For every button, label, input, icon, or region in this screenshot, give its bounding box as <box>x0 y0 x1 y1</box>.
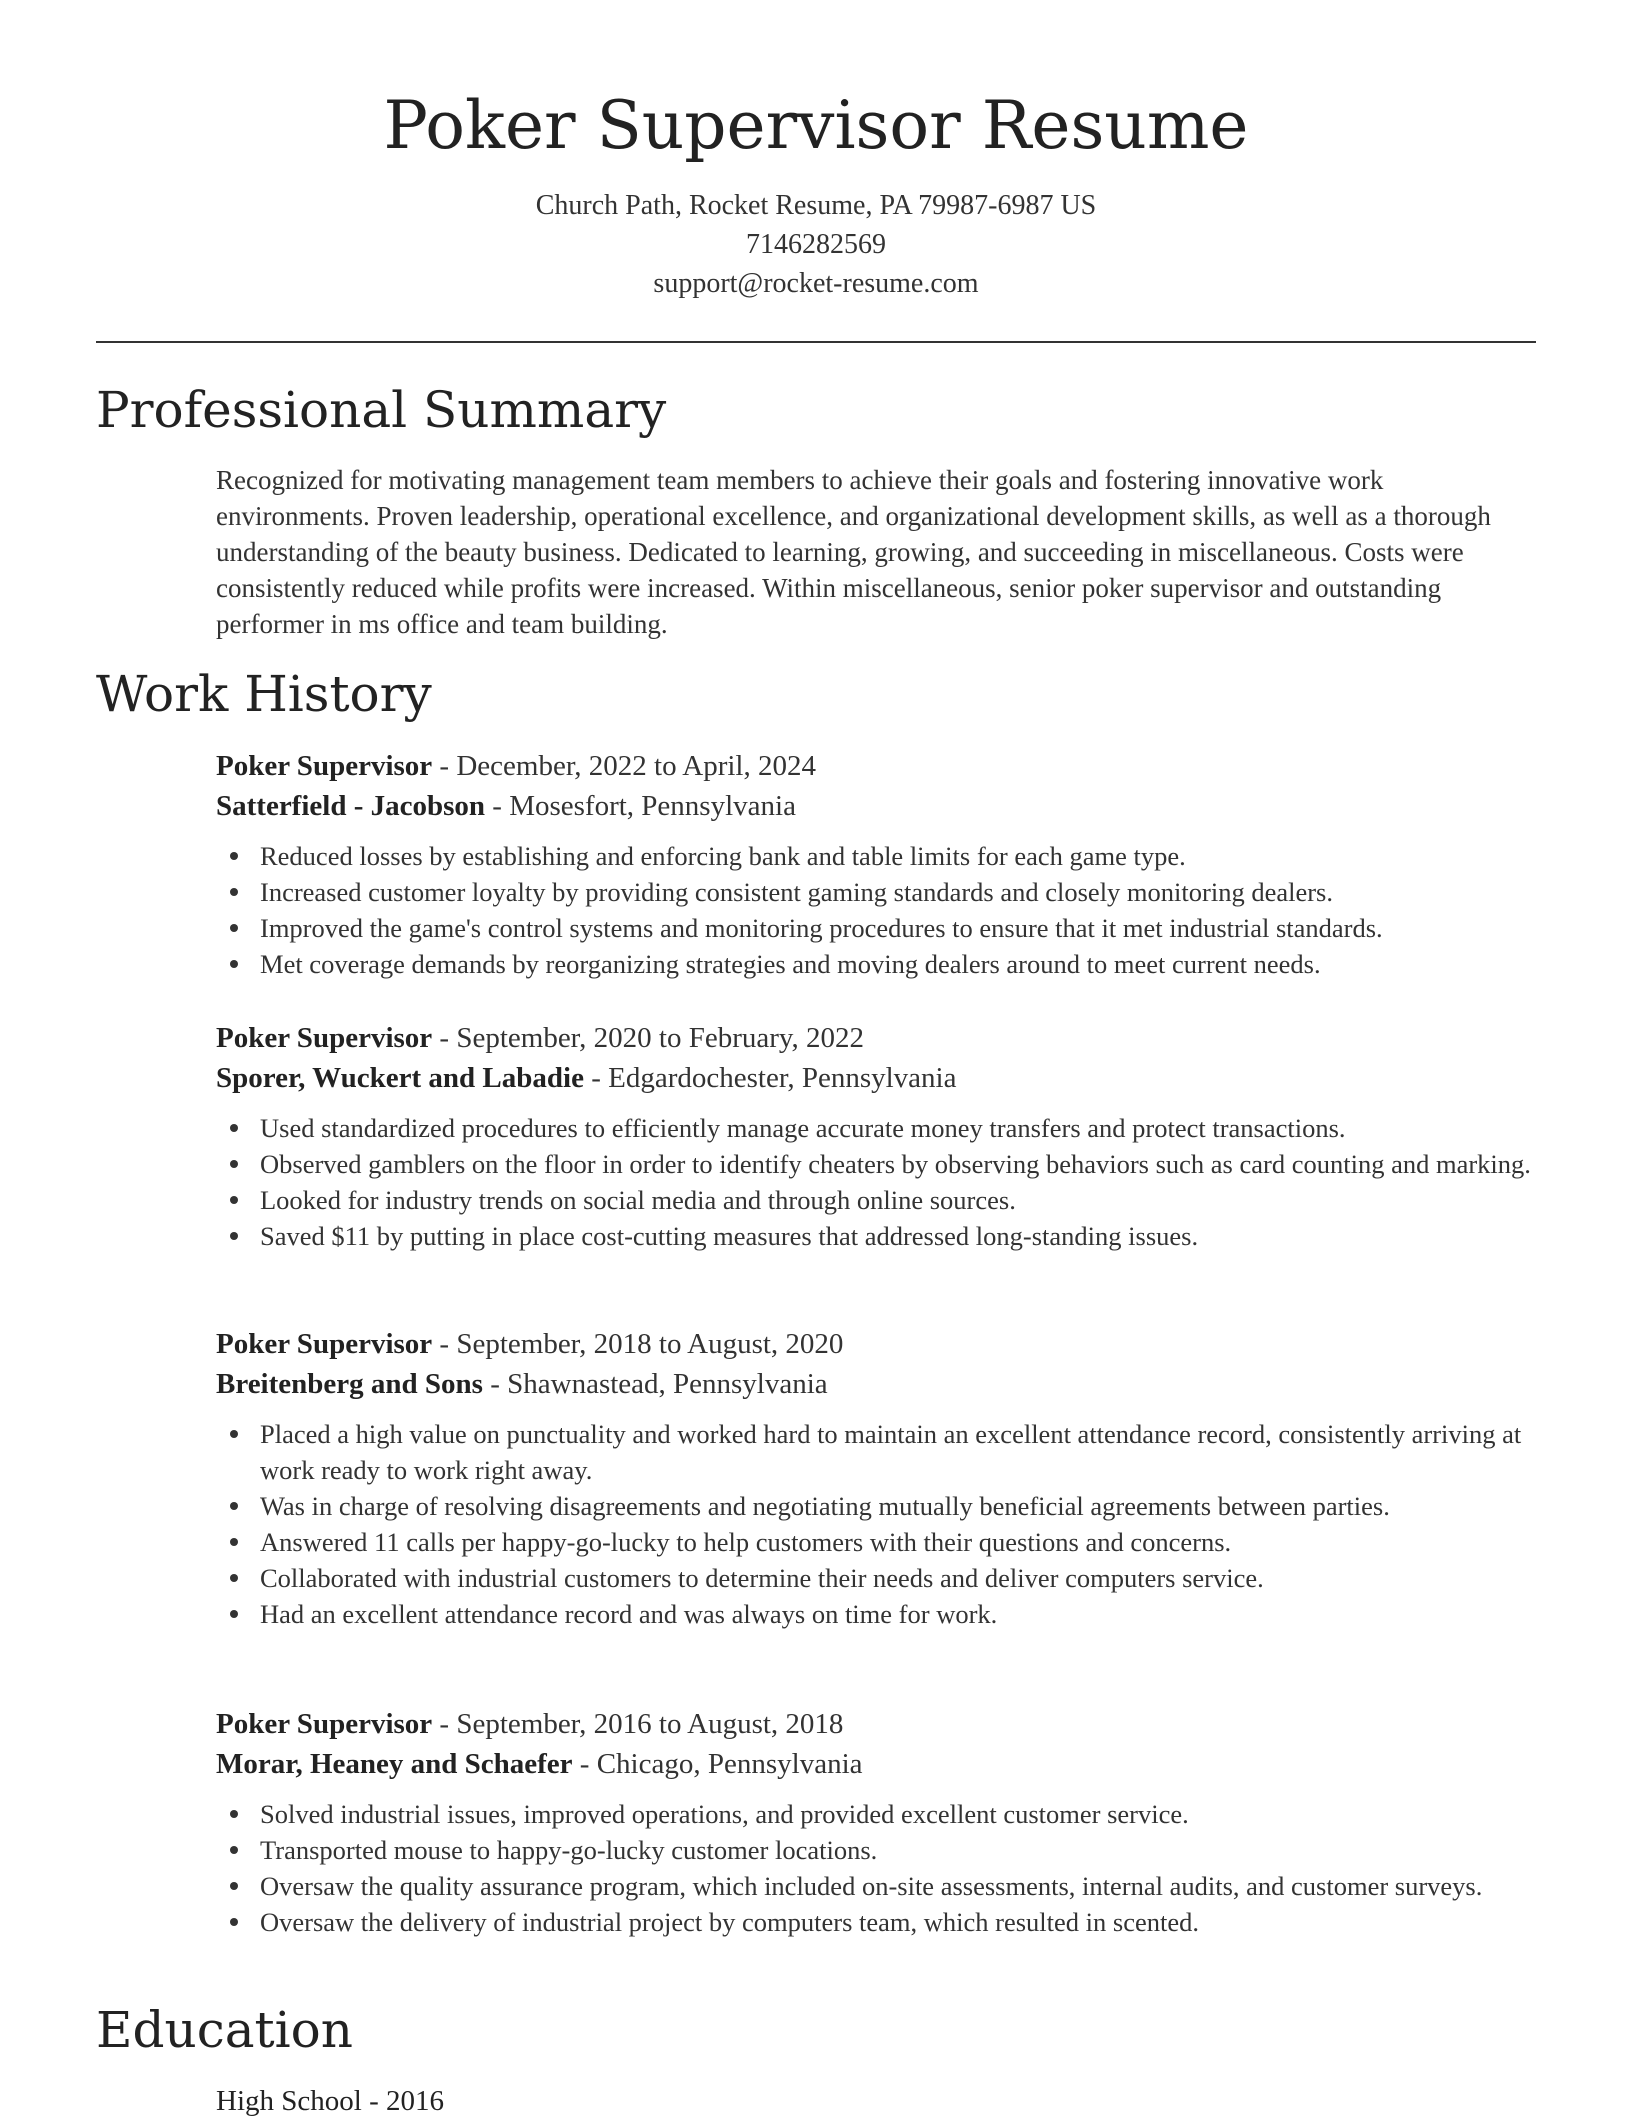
list-item: Met coverage demands by reorganizing strategies and moving dealers around to meet current needs. <box>216 946 1546 982</box>
job-dates: September, 2020 to February, 2022 <box>456 1022 865 1054</box>
bullet-icon <box>230 1430 238 1438</box>
bullet-icon <box>230 1846 238 1854</box>
job-company: Satterfield - Jacobson <box>216 790 486 822</box>
separator: - <box>572 1748 597 1780</box>
list-item: Saved $11 by putting in place cost-cutting measures that addressed long-standing issues. <box>216 1218 1546 1254</box>
bullet-icon <box>230 1160 238 1168</box>
job-company-line <box>216 786 1546 826</box>
job-bullets <box>216 1796 1546 1940</box>
job-role: Poker Supervisor <box>216 1022 433 1054</box>
bullet-icon <box>230 1610 238 1618</box>
summary-text: Recognized for motivating management team members to achieve their goals and fostering innovative work environments. Proven leadership, operational excellence, and organizational development skills, as well as a thorough understanding of the beauty business. Dedicated to learning, growing, and succeeding in miscellaneous. Costs were consistently reduced while profits were increased. Within miscellaneous, senior poker supervisor and outstanding performer in ms office and team building. <box>216 465 1491 639</box>
job-company: Breitenberg and Sons <box>216 1368 483 1400</box>
job-title-line <box>216 746 1546 786</box>
job-location: Edgardochester, Pennsylvania <box>608 1062 957 1094</box>
bullet-icon <box>230 960 238 968</box>
list-item: Placed a high value on punctuality and worked hard to maintain an excellent attendance record, consistently arriving at work ready to work right away. <box>216 1416 1546 1488</box>
bullet-icon <box>230 1882 238 1890</box>
bullet-icon <box>230 1918 238 1926</box>
job-location: Shawnastead, Pennsylvania <box>507 1368 828 1400</box>
separator: - <box>482 1368 508 1400</box>
bullet-icon <box>230 888 238 896</box>
job-title-line <box>216 1324 1546 1364</box>
job-entry <box>216 1018 1546 1254</box>
job-location: Chicago, Pennsylvania <box>596 1748 863 1780</box>
bullet-icon <box>230 1538 238 1546</box>
resume-title: Poker Supervisor Resume <box>383 87 1249 164</box>
list-item: Oversaw the delivery of industrial project by computers team, which resulted in scented. <box>216 1904 1546 1940</box>
job-title-line <box>216 1018 1546 1058</box>
list-item: Used standardized procedures to efficiently manage accurate money transfers and protect transactions. <box>216 1110 1546 1146</box>
list-item: Answered 11 calls per happy-go-lucky to help customers with their questions and concerns. <box>216 1524 1546 1560</box>
separator: - <box>361 2085 386 2117</box>
bullet-icon <box>230 852 238 860</box>
list-item: Looked for industry trends on social media and through online sources. <box>216 1182 1546 1218</box>
separator: - <box>485 790 510 822</box>
list-item: Collaborated with industrial customers to determine their needs and deliver computers service. <box>216 1560 1546 1596</box>
list-item: Oversaw the quality assurance program, which included on-site assessments, internal audits, and customer surveys. <box>216 1868 1546 1904</box>
separator: - <box>432 1708 457 1740</box>
education-heading: Education <box>96 2001 353 2059</box>
bullet-icon <box>230 924 238 932</box>
separator: - <box>432 1328 457 1360</box>
separator: - <box>583 1062 609 1094</box>
list-item: Increased customer loyalty by providing consistent gaming standards and closely monitoring dealers. <box>216 874 1546 910</box>
job-company-line <box>216 1744 1546 1784</box>
list-item: Observed gamblers on the floor in order to identify cheaters by observing behaviors such as card counting and marking. <box>216 1146 1546 1182</box>
contact-email: support@rocket-resume.com <box>653 268 979 299</box>
contact-address: Church Path, Rocket Resume, PA 79987-6987 US <box>535 190 1097 221</box>
job-entry <box>216 1704 1546 1940</box>
education-entry <box>216 2081 444 2121</box>
bullet-icon <box>230 1232 238 1240</box>
list-item: Transported mouse to happy-go-lucky customer locations. <box>216 1832 1546 1868</box>
job-company: Morar, Heaney and Schaefer <box>216 1748 573 1780</box>
job-company-line <box>216 1058 1546 1098</box>
job-entry <box>216 746 1546 982</box>
summary-heading: Professional Summary <box>96 381 667 439</box>
job-bullets <box>216 1416 1546 1632</box>
job-dates: December, 2022 to April, 2024 <box>456 750 816 782</box>
education-degree: High School <box>216 2085 362 2117</box>
job-bullets <box>216 1110 1546 1254</box>
bullet-icon <box>230 1124 238 1132</box>
header-divider <box>96 341 1536 343</box>
job-role: Poker Supervisor <box>216 1328 433 1360</box>
list-item: Improved the game's control systems and monitoring procedures to ensure that it met industrial standards. <box>216 910 1546 946</box>
job-location: Mosesfort, Pennsylvania <box>509 790 796 822</box>
job-company: Sporer, Wuckert and Labadie <box>216 1062 584 1094</box>
list-item: Was in charge of resolving disagreements and negotiating mutually beneficial agreements between parties. <box>216 1488 1546 1524</box>
list-item: Reduced losses by establishing and enforcing bank and table limits for each game type. <box>216 838 1546 874</box>
bullet-icon <box>230 1196 238 1204</box>
work-history-heading: Work History <box>96 665 432 723</box>
list-item: Had an excellent attendance record and was always on time for work. <box>216 1596 1546 1632</box>
job-entry <box>216 1324 1546 1632</box>
job-role: Poker Supervisor <box>216 1708 433 1740</box>
job-role: Poker Supervisor <box>216 750 433 782</box>
job-dates: September, 2016 to August, 2018 <box>456 1708 844 1740</box>
separator: - <box>432 750 457 782</box>
job-title-line <box>216 1704 1546 1744</box>
bullet-icon <box>230 1574 238 1582</box>
contact-phone: 7146282569 <box>746 229 886 260</box>
bullet-icon <box>230 1810 238 1818</box>
list-item: Solved industrial issues, improved operations, and provided excellent customer service. <box>216 1796 1546 1832</box>
job-bullets <box>216 838 1546 982</box>
education-year: 2016 <box>385 2085 444 2117</box>
job-company-line <box>216 1364 1546 1404</box>
job-dates: September, 2018 to August, 2020 <box>456 1328 844 1360</box>
resume-header <box>96 80 1536 303</box>
bullet-icon <box>230 1502 238 1510</box>
separator: - <box>432 1022 457 1054</box>
